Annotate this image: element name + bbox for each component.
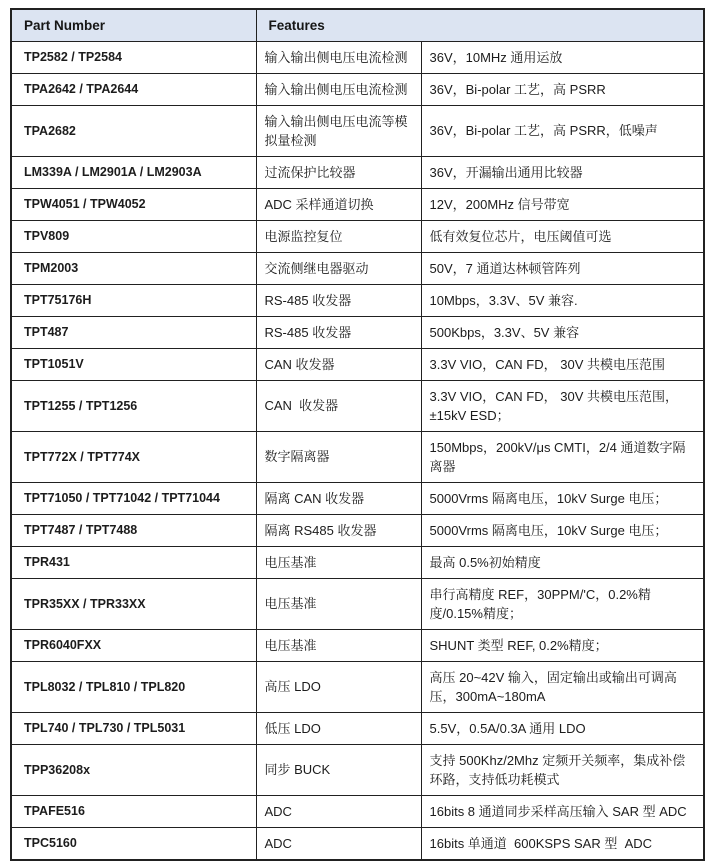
table-row (11, 380, 704, 431)
table-row (11, 514, 704, 546)
table-header-row (11, 9, 704, 41)
table-row (11, 795, 704, 827)
feature-detail-cell: 36V，10MHz 通用运放 (421, 41, 704, 73)
part-number-cell: TPV809 (11, 220, 256, 252)
feature-detail-cell: 5000Vrms 隔离电压，10kV Surge 电压； (421, 514, 704, 546)
feature-category-cell: 低压 LDO (256, 712, 421, 744)
feature-category-cell: RS-485 收发器 (256, 316, 421, 348)
table-row (11, 73, 704, 105)
feature-detail-cell: 36V，开漏输出通用比较器 (421, 156, 704, 188)
part-number-cell: TPT75176H (11, 284, 256, 316)
feature-detail-cell: 5.5V，0.5A/0.3A 通用 LDO (421, 712, 704, 744)
feature-detail-cell: 支持 500Khz/2Mhz 定频开关频率，集成补偿环路，支持低功耗模式 (421, 744, 704, 795)
feature-detail-cell: 低有效复位芯片，电压阈值可选 (421, 220, 704, 252)
feature-category-cell: 电压基准 (256, 629, 421, 661)
part-number-cell: TP2582 / TP2584 (11, 41, 256, 73)
table-row (11, 661, 704, 712)
feature-category-cell: 电压基准 (256, 578, 421, 629)
table-row (11, 188, 704, 220)
feature-category-cell: 隔离 RS485 收发器 (256, 514, 421, 546)
feature-detail-cell: SHUNT 类型 REF, 0.2%精度； (421, 629, 704, 661)
feature-category-cell: 电压基准 (256, 546, 421, 578)
feature-detail-cell: 高压 20~42V 输入，固定输出或输出可调高压，300mA~180mA (421, 661, 704, 712)
table-row (11, 252, 704, 284)
part-number-cell: TPR35XX / TPR33XX (11, 578, 256, 629)
feature-category-cell: 输入输出侧电压电流检测 (256, 73, 421, 105)
table-row (11, 220, 704, 252)
part-number-cell: TPAFE516 (11, 795, 256, 827)
part-number-cell: TPT487 (11, 316, 256, 348)
feature-detail-cell: 36V，Bi-polar 工艺，高 PSRR，低噪声 (421, 105, 704, 156)
feature-detail-cell: 最高 0.5%初始精度 (421, 546, 704, 578)
feature-category-cell: CAN 收发器 (256, 380, 421, 431)
feature-category-cell: 同步 BUCK (256, 744, 421, 795)
table-row (11, 316, 704, 348)
feature-detail-cell: 3.3V VIO，CAN FD， 30V 共模电压范围 (421, 348, 704, 380)
part-number-cell: TPR6040FXX (11, 629, 256, 661)
part-number-cell: TPA2642 / TPA2644 (11, 73, 256, 105)
part-number-cell: LM339A / LM2901A / LM2903A (11, 156, 256, 188)
table-row (11, 431, 704, 482)
feature-category-cell: 输入输出侧电压电流检测 (256, 41, 421, 73)
feature-category-cell: 隔离 CAN 收发器 (256, 482, 421, 514)
parts-table (10, 8, 705, 861)
feature-category-cell: ADC (256, 795, 421, 827)
feature-category-cell: 交流侧继电器驱动 (256, 252, 421, 284)
table-row (11, 827, 704, 860)
table-row (11, 105, 704, 156)
part-number-cell: TPT7487 / TPT7488 (11, 514, 256, 546)
part-number-cell: TPM2003 (11, 252, 256, 284)
table-row (11, 629, 704, 661)
feature-detail-cell: 500Kbps，3.3V、5V 兼容 (421, 316, 704, 348)
feature-detail-cell: 50V，7 通道达林顿管阵列 (421, 252, 704, 284)
table-row (11, 744, 704, 795)
feature-category-cell: 数字隔离器 (256, 431, 421, 482)
feature-detail-cell: 12V，200MHz 信号带宽 (421, 188, 704, 220)
part-number-cell: TPT71050 / TPT71042 / TPT71044 (11, 482, 256, 514)
feature-category-cell: 过流保护比较器 (256, 156, 421, 188)
table-row (11, 156, 704, 188)
feature-detail-cell: 串行高精度 REF，30PPM/'C，0.2%精度/0.15%精度； (421, 578, 704, 629)
table-row (11, 41, 704, 73)
feature-category-cell: CAN 收发器 (256, 348, 421, 380)
feature-category-cell: RS-485 收发器 (256, 284, 421, 316)
part-number-cell: TPT772X / TPT774X (11, 431, 256, 482)
feature-category-cell: 输入输出侧电压电流等模拟量检测 (256, 105, 421, 156)
part-number-cell: TPT1051V (11, 348, 256, 380)
table-row (11, 284, 704, 316)
feature-category-cell: ADC 采样通道切换 (256, 188, 421, 220)
column-header-part-number: Part Number (11, 9, 256, 41)
table-row (11, 578, 704, 629)
table-row (11, 482, 704, 514)
feature-detail-cell: 36V，Bi-polar 工艺，高 PSRR (421, 73, 704, 105)
feature-detail-cell: 10Mbps，3.3V、5V 兼容. (421, 284, 704, 316)
feature-category-cell: 电源监控复位 (256, 220, 421, 252)
part-number-cell: TPP36208x (11, 744, 256, 795)
part-number-cell: TPL740 / TPL730 / TPL5031 (11, 712, 256, 744)
part-number-cell: TPL8032 / TPL810 / TPL820 (11, 661, 256, 712)
table-row (11, 348, 704, 380)
part-number-cell: TPT1255 / TPT1256 (11, 380, 256, 431)
part-number-cell: TPA2682 (11, 105, 256, 156)
table-row (11, 712, 704, 744)
column-header-features: Features (256, 9, 704, 41)
feature-category-cell: 高压 LDO (256, 661, 421, 712)
feature-detail-cell: 150Mbps，200kV/μs CMTI，2/4 通道数字隔离器 (421, 431, 704, 482)
part-number-cell: TPR431 (11, 546, 256, 578)
feature-category-cell: ADC (256, 827, 421, 860)
part-number-cell: TPW4051 / TPW4052 (11, 188, 256, 220)
table-body (11, 41, 704, 860)
feature-detail-cell: 5000Vrms 隔离电压，10kV Surge 电压； (421, 482, 704, 514)
feature-detail-cell: 16bits 单通道 600KSPS SAR 型 ADC (421, 827, 704, 860)
part-number-cell: TPC5160 (11, 827, 256, 860)
feature-detail-cell: 16bits 8 通道同步采样高压输入 SAR 型 ADC (421, 795, 704, 827)
feature-detail-cell: 3.3V VIO，CAN FD， 30V 共模电压范围，±15kV ESD； (421, 380, 704, 431)
table-row (11, 546, 704, 578)
